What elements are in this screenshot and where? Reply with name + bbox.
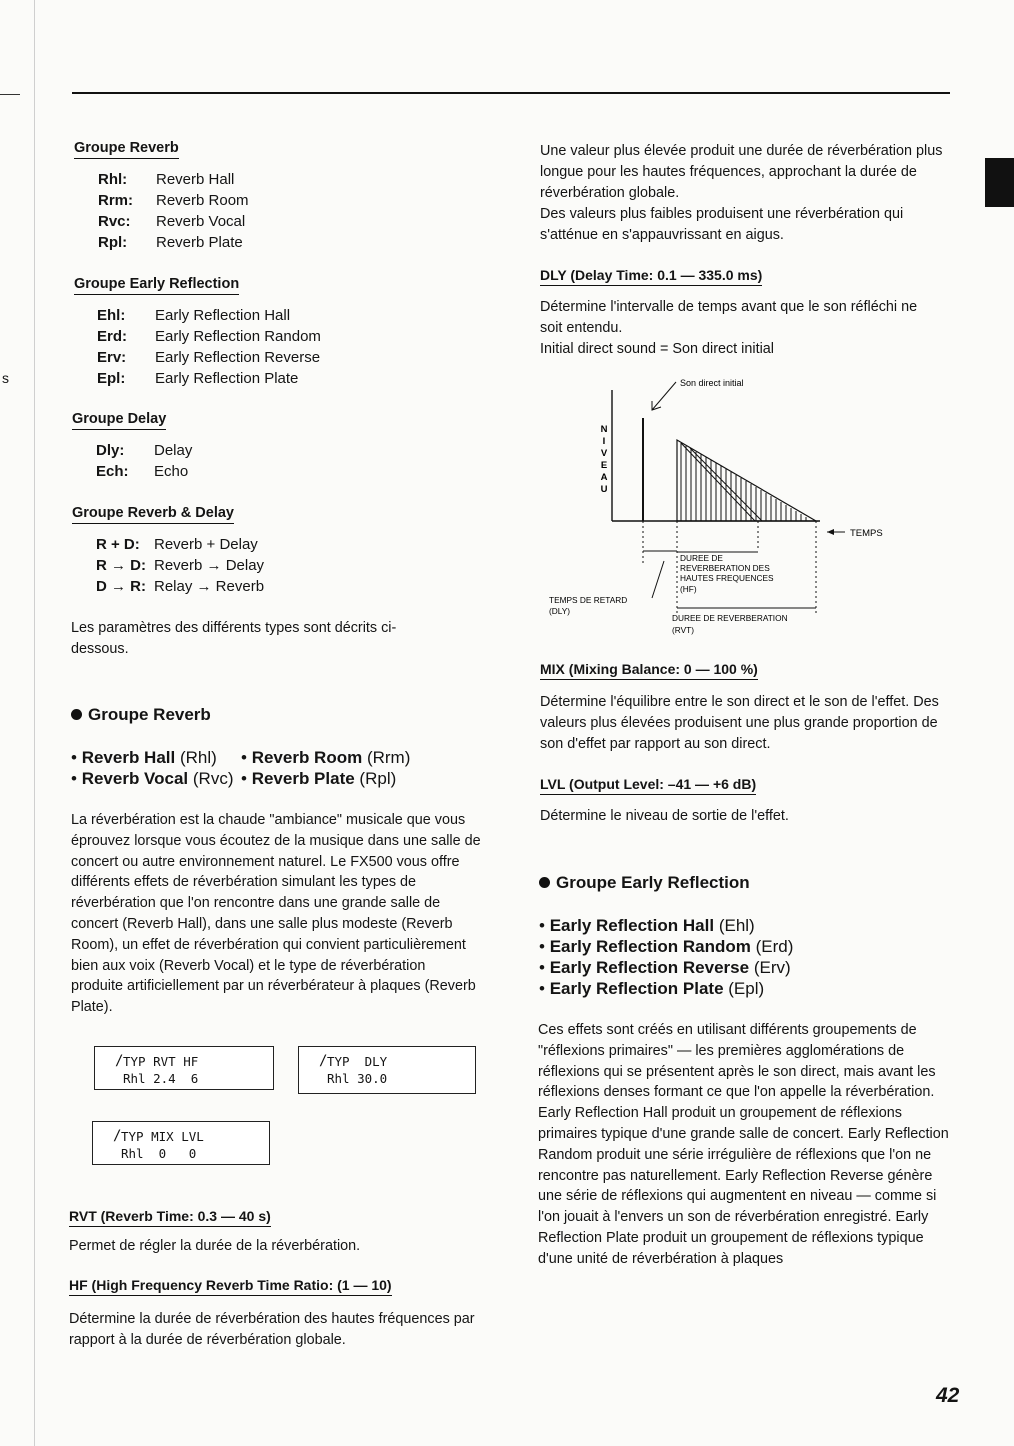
temps-arrowhead bbox=[827, 529, 834, 535]
group-title: Groupe Reverb & Delay bbox=[72, 505, 234, 524]
label-duree-hf bbox=[680, 553, 774, 594]
dly-pointer bbox=[652, 561, 664, 598]
lcd-display: / TYP RVT HF Rhl 2.4 6 bbox=[94, 1046, 274, 1090]
reflection-bars bbox=[681, 443, 806, 521]
svg-text:DUREE DE: DUREE DE bbox=[680, 553, 723, 563]
margin-fold-line bbox=[34, 0, 35, 1446]
hf-continued: Une valeur plus élevée produit une durée de réverbération plus longue pour les hautes fréquences, approchant la durée de réverbération globale. bbox=[540, 143, 943, 201]
param-heading-rvt: RVT (Reverb Time: 0.3 — 40 s) bbox=[69, 1208, 271, 1227]
list-item: R → D: Reverb → Delay bbox=[96, 557, 265, 574]
hf-continued-2: Des valeurs plus faibles produisent une réverbération qui s'atténue en s'appauvrissant en aigus. bbox=[540, 206, 904, 243]
list-item: Erv: Early Reflection Reverse bbox=[97, 349, 321, 366]
svg-text:A: A bbox=[600, 472, 608, 483]
page-number: 42 bbox=[936, 1384, 960, 1407]
group-title: Groupe Delay bbox=[72, 411, 166, 430]
group-title: Groupe Early Reflection bbox=[74, 276, 239, 295]
label-duree-rvt bbox=[672, 613, 788, 635]
svg-text:(HF): (HF) bbox=[680, 584, 697, 594]
svg-text:I: I bbox=[602, 436, 606, 447]
section-title-early-reflection: Groupe Early Reflection bbox=[539, 873, 750, 893]
type-item: • Early Reflection Plate (Epl) bbox=[539, 979, 765, 998]
param-text-lvl: Détermine le niveau de sortie de l'effet. bbox=[540, 808, 789, 824]
svg-text:TEMPS DE RETARD: TEMPS DE RETARD bbox=[549, 595, 628, 605]
bullet-icon bbox=[539, 877, 550, 888]
group-title: Groupe Reverb bbox=[74, 140, 179, 159]
section-tab-marker bbox=[985, 158, 1014, 207]
params-intro: Les paramètres des différents types sont décrits ci-dessous. bbox=[71, 620, 397, 657]
pointer-line bbox=[652, 382, 676, 410]
type-item: • Reverb Vocal (Rvc) bbox=[71, 769, 234, 788]
param-heading-lvl: LVL (Output Level: –41 — +6 dB) bbox=[540, 776, 756, 795]
type-item: • Reverb Hall (Rhl) bbox=[71, 748, 217, 767]
lcd-display: / TYP DLY Rhl 30.0 bbox=[298, 1046, 476, 1094]
list-item: Rhl: Reverb Hall bbox=[98, 171, 235, 188]
list-item: Rrm: Reverb Room bbox=[98, 192, 249, 209]
list-item: Dly: Delay bbox=[96, 442, 193, 459]
header-rule bbox=[72, 92, 950, 94]
svg-text:(DLY): (DLY) bbox=[549, 606, 571, 616]
type-item: • Reverb Plate (Rpl) bbox=[241, 769, 397, 788]
list-item: Rpl: Reverb Plate bbox=[98, 234, 243, 251]
section-title-reverb: Groupe Reverb bbox=[71, 705, 211, 725]
type-item: • Reverb Room (Rrm) bbox=[241, 748, 411, 767]
label-temps: TEMPS bbox=[850, 528, 883, 539]
axis-label-niveau bbox=[601, 424, 608, 495]
lcd-display: / TYP MIX LVL Rhl 0 0 bbox=[92, 1121, 270, 1165]
type-item: • Early Reflection Random (Erd) bbox=[539, 937, 794, 956]
margin-tick bbox=[0, 94, 20, 95]
reverb-description: La réverbération est la chaude "ambiance" musicale que vous éprouvez lorsque vous écoutez de la musique dans une salle de concert ou autre environnement naturel. Le FX500 vous offre différents effets de réverbération simulant les types de réverbération que l'on rencontre dans une grande salle de concert (Reverb Hall), dans une salle plus modeste (Reverb Room), un effet de réverbération qui convient particulièrement bien aux voix (Reverb Vocal) et le type de réverbération produite artificiellement par un réverbérateur à plaques (Reverb Plate). bbox=[71, 812, 481, 1016]
svg-text:U: U bbox=[600, 484, 608, 495]
param-text-mix: Détermine l'équilibre entre le son direct et le son de l'effet. Des valeurs plus élevées produisent une plus grande proportion de son d'effet par rapport au son direct. bbox=[540, 694, 939, 752]
svg-text:HAUTES FREQUENCES: HAUTES FREQUENCES bbox=[680, 573, 774, 583]
param-heading-dly: DLY (Delay Time: 0.1 — 335.0 ms) bbox=[540, 267, 762, 286]
margin-letter: s bbox=[2, 370, 9, 386]
reverb-timing-diagram bbox=[540, 370, 900, 645]
param-heading-mix: MIX (Mixing Balance: 0 — 100 %) bbox=[540, 661, 758, 680]
list-item: Erd: Early Reflection Random bbox=[97, 328, 321, 345]
svg-text:DUREE DE REVERBERATION: DUREE DE REVERBERATION bbox=[672, 613, 788, 623]
list-item: Ehl: Early Reflection Hall bbox=[97, 307, 291, 324]
param-heading-hf: HF (High Frequency Reverb Time Ratio: (1 — 10) bbox=[69, 1277, 392, 1296]
list-item: Rvc: Reverb Vocal bbox=[98, 213, 246, 230]
svg-text:E: E bbox=[600, 460, 608, 471]
list-item: R + D: Reverb + Delay bbox=[96, 536, 258, 553]
type-item: • Early Reflection Reverse (Erv) bbox=[539, 958, 791, 977]
param-text-dly: Détermine l'intervalle de temps avant que le son réfléchi ne soit entendu. bbox=[540, 299, 918, 336]
early-reflection-description: Ces effets sont créés en utilisant différents groupements de "réflexions primaires" — les premières agglomérations de réflexions qui se présentent après le son direct, mais avant les réflexions denses formant ce que l'on appelle la réverbération. Early Reflection Hall produit un groupement de réflexions primaires typique d'une grande salle de concert. Early Reflection Random produit une série irrégulière de réflexions que l'on ne rencontre pas naturellement. Early Reflection Reverse génère une série de réflexions qui augmentent en niveau — comme si l'on jouait à l'envers un son de réverbération enregistré. Early Reflection Plate produit un groupement de réflexions typique d'une unité de réverbération à plaques bbox=[538, 1022, 949, 1267]
type-item: • Early Reflection Hall (Ehl) bbox=[539, 916, 755, 935]
label-son-direct: Son direct initial bbox=[680, 378, 744, 388]
svg-text:N: N bbox=[600, 424, 608, 435]
svg-text:REVERBERATION DES: REVERBERATION DES bbox=[680, 563, 770, 573]
svg-text:V: V bbox=[600, 448, 608, 459]
list-item: Ech: Echo bbox=[96, 463, 189, 480]
list-item: D → R: Relay → Reverb bbox=[96, 578, 265, 595]
list-item: Epl: Early Reflection Plate bbox=[97, 370, 299, 387]
param-text-rvt: Permet de régler la durée de la réverbération. bbox=[69, 1238, 361, 1254]
param-text-dly-2: Initial direct sound = Son direct initial bbox=[540, 341, 774, 357]
param-text-hf: Détermine la durée de réverbération des hautes fréquences par rapport à la durée de réverbération globale. bbox=[69, 1311, 475, 1348]
svg-text:(RVT): (RVT) bbox=[672, 625, 694, 635]
label-retard bbox=[549, 595, 627, 616]
bullet-icon bbox=[71, 709, 82, 720]
